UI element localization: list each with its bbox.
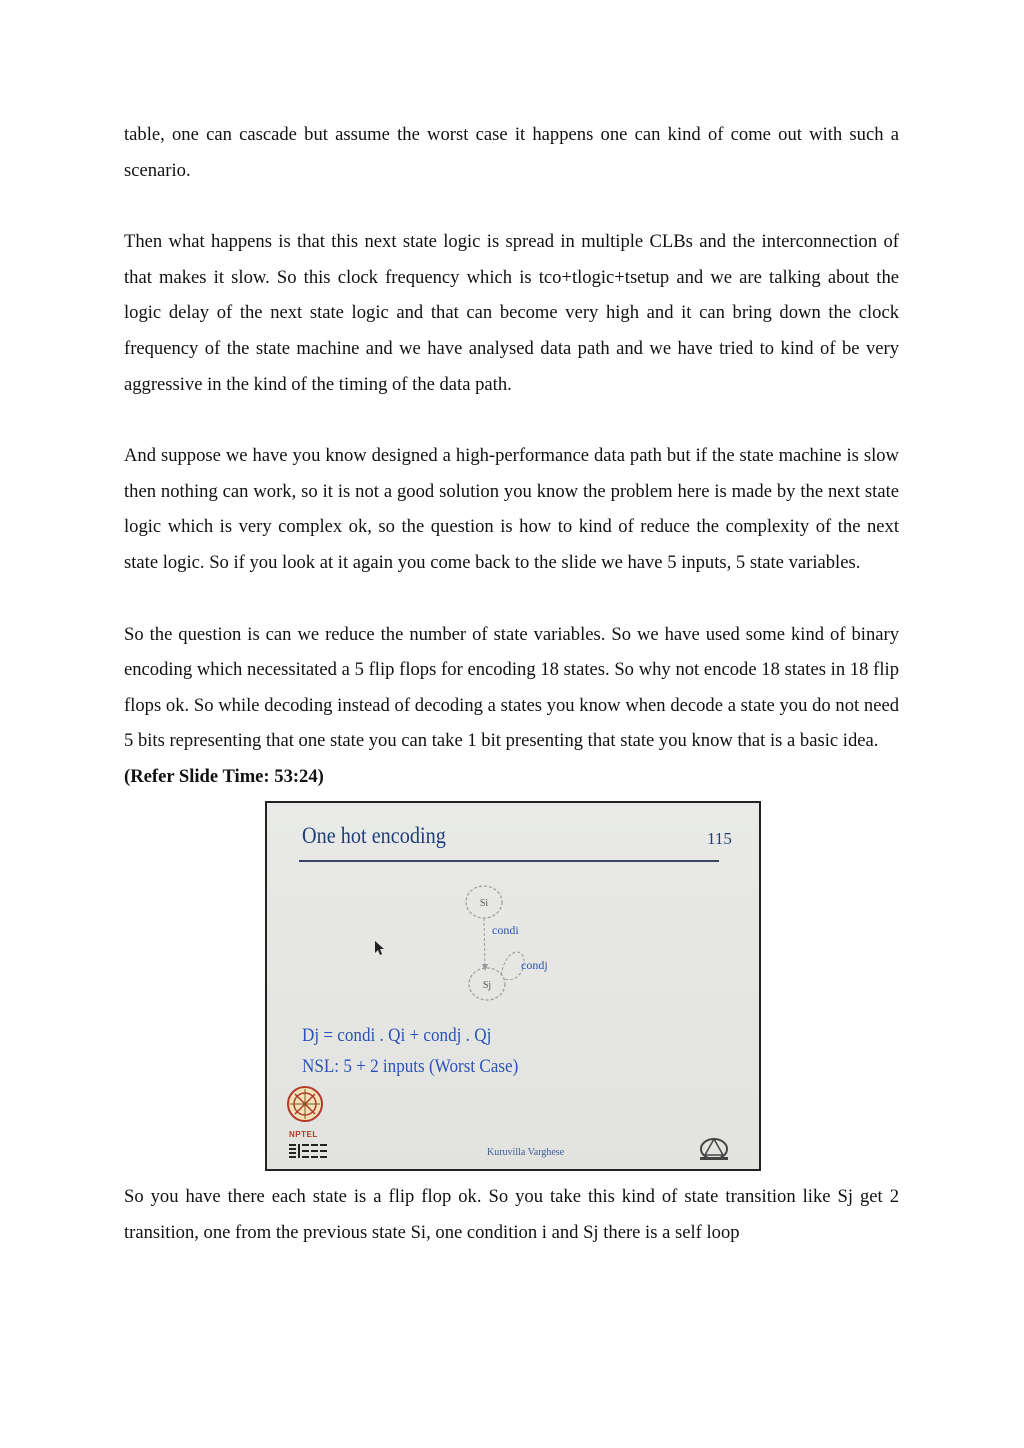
slide-title: One hot encoding xyxy=(302,822,446,848)
slide-number: 115 xyxy=(707,828,732,848)
paragraph-3: And suppose we have you know designed a high-performance data path but if the state machine is slow then nothing can work, so it is not a good solution you know the problem here is made by the next state logic which is very complex ok, so the question is how to kind of reduce the complexity of the next state logic. So if you look at it again you come back to the slide we have 5 inputs, 5 state variables. xyxy=(124,445,899,573)
slide-nsl-text: NSL: 5 + 2 inputs (Worst Case) xyxy=(302,1055,519,1077)
institute-bars-icon xyxy=(289,1144,327,1158)
paragraph-1: table, one can cascade but assume the worst case it happens one can kind of come out with such a scenario. xyxy=(124,124,899,181)
slide-image xyxy=(265,801,761,1171)
state-diagram xyxy=(267,803,759,1169)
state-sj-label: Sj xyxy=(482,979,492,991)
institute-emblem-icon xyxy=(700,1139,728,1160)
paragraph-2: Then what happens is that this next state logic is spread in multiple CLBs and the interconnection of that makes it slow. So this clock frequency which is tco+tlogic+tsetup and we are talking about the logic delay of the next state logic and that can become very high and it can bring down the clock frequency of the state machine and we have analysed data path and we have tried to kind of be very aggressive in the kind of the timing of the data path. xyxy=(124,231,899,395)
document-page xyxy=(124,117,899,1250)
transition-si-sj-arrow xyxy=(484,918,485,967)
cond-j-label: condj xyxy=(521,957,548,972)
slide-equation: Dj = condi . Qi + condj . Qj xyxy=(302,1024,492,1046)
cond-i-label: condi xyxy=(492,922,519,937)
slide-author: Kuruvilla Varghese xyxy=(487,1146,565,1158)
paragraph-final: So you have there each state is a flip flop ok. So you take this kind of state transition like Sj get 2 transition, one from the previous state Si, one condition i and Sj there is a self loop xyxy=(124,1185,899,1243)
nptel-logo-icon xyxy=(288,1087,322,1121)
cursor-icon xyxy=(375,941,384,955)
refer-slide-time: (Refer Slide Time: 53:24) xyxy=(124,765,324,787)
nptel-logo-text: NPTEL xyxy=(289,1129,318,1139)
paragraph-4: So the question is can we reduce the number of state variables. So we have used some kind of binary encoding which necessitated a 5 flip flops for encoding 18 states. So why not encode 18 states in 18 flip flops ok. So while decoding instead of decoding a states you know when decode a state you do not need 5 bits representing that one state you can take 1 bit presenting that state you know that is a basic idea. xyxy=(124,623,899,752)
state-si-label: Si xyxy=(479,897,489,909)
